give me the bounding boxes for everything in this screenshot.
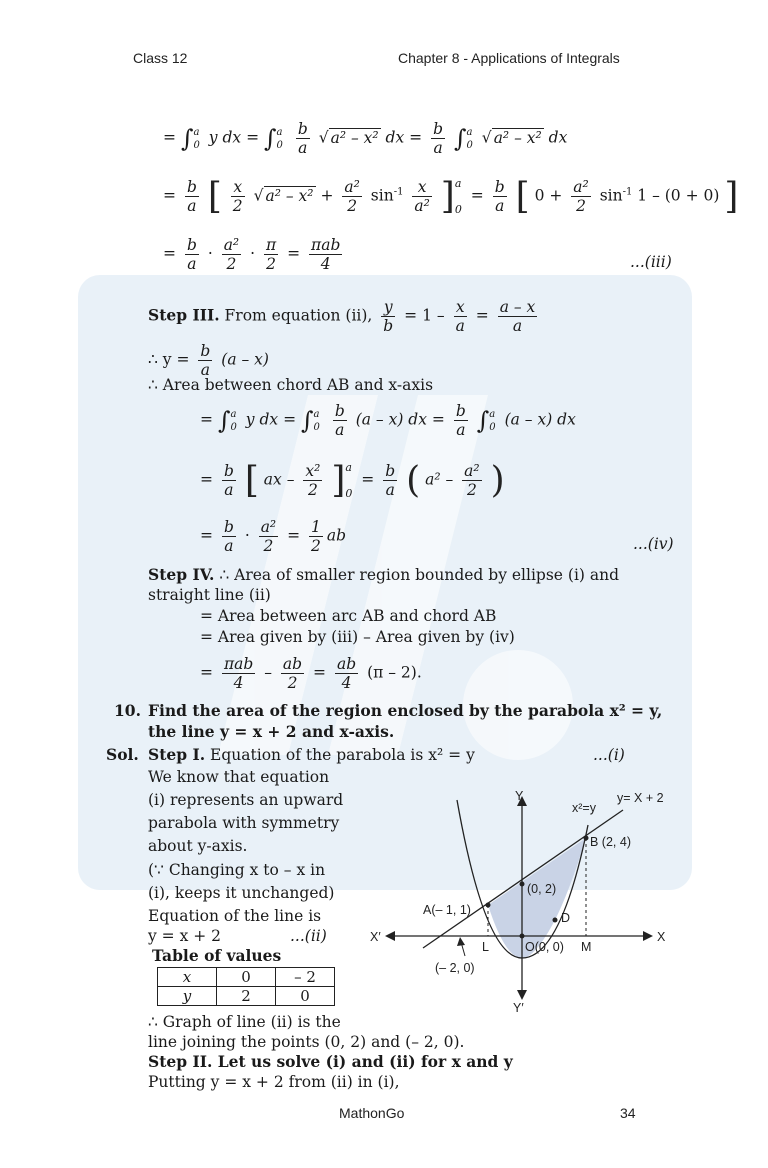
fraction	[462, 462, 481, 499]
label-Y: Y	[515, 789, 524, 803]
numerator: a²	[344, 178, 360, 196]
fraction	[342, 178, 361, 215]
fraction	[185, 178, 199, 215]
fraction	[333, 402, 347, 439]
equals: =	[361, 470, 375, 489]
denominator: 4	[309, 254, 342, 273]
equals: =	[200, 663, 213, 682]
numerator: b	[334, 402, 345, 420]
footer-page: 34	[620, 1105, 636, 1121]
point-O	[520, 934, 525, 939]
denominator: 2	[281, 673, 304, 692]
label-D: D	[561, 911, 571, 925]
denominator: a	[333, 420, 347, 439]
lower: 0	[454, 203, 462, 216]
step4-final	[200, 655, 422, 692]
denominator: a	[454, 420, 468, 439]
step3-label: Step III.	[148, 305, 220, 325]
label-02: (0, 2)	[527, 882, 557, 896]
label-line: y= X + 2	[617, 791, 664, 805]
step3-integral	[200, 402, 576, 439]
denominator: a	[198, 360, 212, 379]
inner: a² –	[425, 470, 454, 489]
radicand: a² – x²	[330, 128, 379, 147]
numerator: a²	[260, 518, 277, 536]
integral-sign: ∫	[476, 406, 490, 435]
table-cell: x	[158, 968, 217, 987]
eval-limits	[455, 177, 462, 216]
fraction	[381, 298, 395, 335]
dot: ·	[244, 526, 250, 545]
numerator: a²	[573, 178, 589, 196]
equals: =	[163, 186, 176, 205]
sol-p7: Equation of the line is	[148, 907, 322, 925]
denominator: 4	[335, 673, 358, 692]
numerator: b	[223, 518, 234, 536]
tail: 1 – (0 + 0)	[637, 186, 720, 205]
point-D	[553, 918, 558, 923]
point-02	[520, 882, 525, 887]
paren-open: (	[406, 460, 421, 501]
numerator: x	[417, 178, 427, 196]
fraction	[431, 120, 445, 157]
label-parabola: x²=y	[572, 801, 596, 815]
numerator: a – x	[499, 298, 536, 316]
label-B: B (2, 4)	[590, 835, 631, 849]
limits	[489, 408, 495, 434]
sol-p1: We know that equation	[148, 768, 330, 786]
math-line-3	[163, 236, 346, 273]
numerator: 1	[311, 518, 321, 536]
therefore-y-text: ∴ y =	[148, 350, 190, 369]
numerator: b	[455, 402, 466, 420]
fraction	[303, 462, 322, 499]
tag-iii: ...(iii)	[630, 253, 672, 271]
ax-minus: ax –	[263, 470, 295, 489]
tag-ii: ...(ii)	[290, 927, 327, 945]
math-line-2	[163, 176, 738, 217]
integral-sign: ∫	[264, 124, 277, 153]
dx: dx	[385, 128, 405, 147]
fraction	[383, 462, 397, 499]
sin: sin	[599, 186, 623, 205]
label-A: A(– 1, 1)	[423, 903, 471, 917]
numerator: b	[223, 462, 234, 480]
integrand: (a – x) dx	[504, 410, 576, 429]
limit-top: a	[466, 126, 473, 138]
denominator: a	[493, 196, 507, 215]
table-cell: 0	[276, 987, 335, 1006]
sol-g1: ∴ Graph of line (ii) is the	[148, 1013, 341, 1031]
numerator: π	[265, 236, 277, 254]
upper: a	[454, 177, 462, 190]
limits	[314, 408, 320, 434]
step3-eval	[200, 460, 505, 501]
bracket-close: ]	[724, 176, 739, 217]
tag-i: ...(i)	[593, 746, 625, 764]
bracket-open: [	[515, 176, 530, 217]
limit-top: a	[313, 408, 320, 420]
equals: =	[283, 410, 297, 429]
step4-line2: straight line (ii)	[148, 586, 271, 604]
numerator: y	[383, 298, 393, 316]
denominator: a	[296, 138, 310, 157]
equals: =	[163, 244, 176, 263]
equals: =	[200, 410, 213, 429]
fraction	[185, 236, 199, 273]
table-cell: y	[158, 987, 217, 1006]
integral-sign: ∫	[180, 124, 194, 153]
fraction	[412, 178, 431, 215]
sol-step1	[148, 745, 475, 765]
header-class: Class 12	[133, 50, 188, 66]
sol-label: Sol.	[106, 745, 139, 764]
limits	[277, 126, 283, 152]
dot: ·	[250, 244, 256, 263]
limits	[466, 126, 472, 152]
numerator: b	[385, 462, 396, 480]
numerator: b	[433, 120, 444, 138]
numerator: b	[186, 178, 197, 196]
fraction	[222, 236, 241, 273]
step4-text: ∴ Area of smaller region bounded by ellipse (i) and	[219, 566, 620, 584]
denominator: a	[431, 138, 445, 157]
inverse: -1	[622, 186, 633, 198]
label-L: L	[482, 940, 489, 954]
tag-iv: ...(iv)	[633, 535, 674, 553]
limits	[193, 126, 199, 152]
radical: √ a² – x²	[253, 186, 314, 205]
fraction	[493, 178, 507, 215]
dx: dx	[548, 128, 568, 147]
values-table	[157, 967, 335, 1006]
integrand: y dx	[208, 128, 242, 147]
point-B	[584, 836, 589, 841]
equals: =	[475, 306, 489, 325]
fraction	[335, 655, 358, 692]
label-O: O(0, 0)	[525, 940, 564, 954]
radicand: a² – x²	[493, 128, 542, 147]
denominator: a	[498, 316, 538, 335]
eval-limits	[345, 461, 352, 500]
step1-text: Equation of the parabola is x² = y	[210, 746, 475, 764]
numerator: πab	[223, 655, 254, 673]
ydx: y dx	[245, 410, 279, 429]
step3-result	[200, 518, 346, 555]
sol-p3: parabola with symmetry	[148, 814, 340, 832]
footer-brand: MathonGo	[339, 1105, 405, 1121]
fraction	[259, 518, 278, 555]
area-chord-line: ∴ Area between chord AB and x-axis	[148, 376, 434, 394]
table-cell: – 2	[276, 968, 335, 987]
step3-text: From equation (ii),	[224, 306, 373, 325]
integral-sign: ∫	[217, 406, 231, 435]
zero-plus: 0 +	[534, 186, 568, 205]
numerator: x	[455, 298, 465, 316]
denominator: 2	[303, 480, 322, 499]
integral-sign: ∫	[453, 124, 467, 153]
equals: =	[431, 410, 445, 429]
fraction	[264, 236, 278, 273]
denominator: a	[222, 536, 236, 555]
numerator: a²	[223, 236, 240, 254]
numerator: b	[200, 342, 211, 360]
label-X: X	[657, 930, 666, 944]
label-Yp: Y′	[513, 1001, 524, 1015]
equals: =	[246, 128, 260, 147]
limit-bottom: 0	[276, 139, 283, 151]
equals: =	[287, 244, 301, 263]
header-chapter: Chapter 8 - Applications of Integrals	[398, 50, 620, 66]
tail: (π – 2).	[367, 663, 422, 682]
equals: =	[287, 526, 301, 545]
step4-l1: = Area between arc AB and chord AB	[200, 607, 497, 625]
denominator: a	[185, 254, 199, 273]
a-minus-x: (a – x)	[221, 350, 269, 369]
x-arrow-icon	[643, 931, 653, 941]
bracket-close: ]	[331, 460, 346, 501]
fraction	[454, 402, 468, 439]
math-line-1	[163, 120, 567, 157]
step4-label: Step IV.	[148, 565, 215, 584]
bracket-close: ]	[440, 176, 455, 217]
sol-p8: y = x + 2	[148, 927, 222, 945]
equals: =	[409, 128, 423, 147]
radicand: a² – x²	[265, 186, 314, 205]
numerator: x	[233, 178, 243, 196]
label-m20: (– 2, 0)	[435, 961, 475, 975]
fraction	[222, 518, 236, 555]
numerator: b	[186, 236, 197, 254]
limits	[230, 408, 236, 434]
table-row	[158, 987, 335, 1006]
numerator: a²	[464, 462, 480, 480]
limit-top: a	[489, 408, 496, 420]
plus: +	[320, 186, 334, 205]
point-A	[486, 903, 491, 908]
limit-bottom: 0	[230, 421, 237, 433]
denominator: 2	[462, 480, 481, 499]
sol-step2-text: Putting y = x + 2 from (ii) in (i),	[148, 1073, 400, 1091]
sol-p6: (i), keeps it unchanged)	[148, 884, 335, 902]
equals: =	[200, 526, 213, 545]
equals: =	[200, 470, 213, 489]
sol-p4: about y-axis.	[148, 837, 248, 855]
q10-line1: Find the area of the region enclosed by the parabola x² = y,	[148, 701, 663, 720]
sol-step2: Step II. Let us solve (i) and (ii) for x and y	[148, 1052, 513, 1071]
fraction	[498, 298, 538, 335]
numerator: b	[494, 178, 505, 196]
numerator: x²	[305, 462, 321, 480]
fraction	[571, 178, 590, 215]
denominator: 2	[571, 196, 590, 215]
minus: –	[264, 663, 272, 682]
fraction	[309, 518, 323, 555]
bracket-open: [	[207, 176, 222, 217]
denominator: 2	[264, 254, 278, 273]
denominator: 2	[311, 537, 321, 555]
step4-line	[148, 565, 619, 585]
fraction	[231, 178, 245, 215]
limit-bottom: 0	[313, 421, 320, 433]
fraction	[296, 120, 310, 157]
table-cell: 0	[217, 968, 276, 987]
therefore-y	[148, 342, 269, 379]
limit-top: a	[230, 408, 237, 420]
fraction	[281, 655, 304, 692]
numerator: πab	[311, 236, 341, 254]
numerator: ab	[336, 655, 357, 673]
xp-arrow-icon	[385, 931, 395, 941]
q10-line2: the line y = x + 2 and x-axis.	[148, 722, 395, 741]
table-cell: 2	[217, 987, 276, 1006]
numerator: b	[297, 120, 308, 138]
equals-one-minus: = 1 –	[404, 306, 445, 325]
sol-g2: line joining the points (0, 2) and (– 2, 0).	[148, 1033, 465, 1051]
denominator: a	[222, 480, 236, 499]
denominator: a	[383, 480, 397, 499]
denominator: 2	[222, 254, 241, 273]
limit-bottom: 0	[466, 139, 473, 151]
fraction	[454, 298, 467, 335]
denominator: 4	[222, 673, 255, 692]
denominator: a	[185, 196, 199, 215]
limit-bottom: 0	[489, 421, 496, 433]
pointer-arrow-icon	[457, 937, 465, 946]
label-Xp: X′	[370, 930, 381, 944]
step3-line	[148, 298, 541, 335]
dot: ·	[207, 244, 213, 263]
fraction	[222, 462, 236, 499]
fraction	[309, 236, 342, 273]
table-row	[158, 968, 335, 987]
fraction	[198, 342, 212, 379]
integrand: (a – x) dx	[355, 410, 427, 429]
equals: =	[470, 186, 484, 205]
denominator: a²	[414, 197, 430, 215]
label-M: M	[581, 940, 592, 954]
integral-sign: ∫	[301, 406, 314, 435]
yp-arrow-icon	[517, 990, 527, 1000]
denominator: a	[455, 317, 465, 335]
radical: √ a² – x²	[481, 128, 542, 147]
sol-p5: (∵ Changing x to – x in	[148, 861, 326, 879]
upper: a	[345, 461, 352, 474]
denominator: b	[383, 317, 394, 335]
fraction	[222, 655, 255, 692]
parabola-graph	[365, 780, 685, 1030]
sin: sin	[370, 186, 394, 205]
sol-p2: (i) represents an upward	[148, 791, 344, 809]
bracket-open: [	[244, 460, 259, 501]
q10-number: 10.	[114, 701, 141, 720]
denominator: 2	[342, 196, 361, 215]
denominator: 2	[259, 536, 278, 555]
table-title: Table of values	[152, 946, 282, 965]
denominator: 2	[232, 197, 243, 215]
radical: √ a² – x²	[318, 128, 379, 147]
inverse: -1	[393, 186, 404, 198]
limit-top: a	[193, 126, 200, 138]
step4-l2: = Area given by (iii) – Area given by (iv)	[200, 628, 515, 646]
paren-close: )	[490, 460, 505, 501]
equals: =	[163, 128, 176, 147]
equals: =	[313, 663, 327, 682]
step1-label: Step I.	[148, 745, 206, 764]
limit-top: a	[276, 126, 283, 138]
ab: ab	[326, 526, 347, 545]
lower: 0	[345, 487, 353, 500]
numerator: ab	[282, 655, 303, 673]
limit-bottom: 0	[193, 139, 200, 151]
